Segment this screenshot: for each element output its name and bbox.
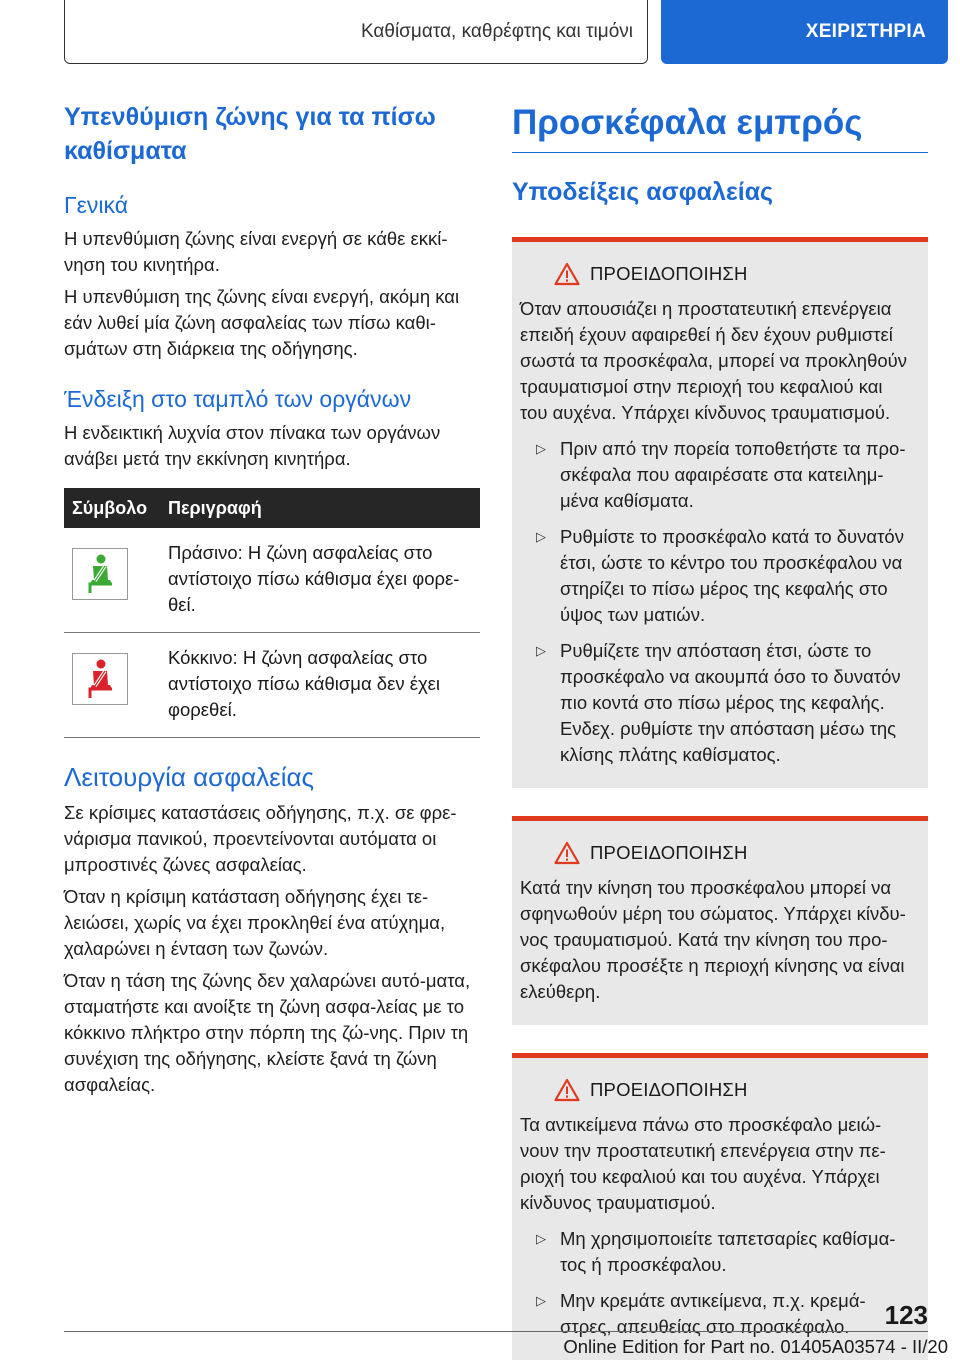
symbol-table [64,488,480,738]
table-row [64,633,480,738]
list-item [520,524,914,628]
description-cell: Πράσινο: Η ζώνη ασφαλείας στο αντίστοιχο πίσω κάθισμα έχει φορε-θεί. [160,528,480,633]
warning-text: Κατά την κίνηση του προσκέφαλου μπορεί να σφηνωθούν μέρη του σώματος. Υπάρχει κίνδυ-νος τραυματισμού. Κατά την κίνηση του προ-σκέφαλου προσέξτε η περιοχή κίνησης να είναι ελεύθερη. [520,877,906,1002]
safety-function-heading: Λειτουργία ασφαλείας [64,762,315,792]
chapter-title: Καθίσματα, καθρέφτης και τιμόνι [360,20,633,42]
warning-text: Όταν απουσιάζει η προστατευτική επενέργεια επειδή έχουν αφαιρεθεί ή δεν έχουν ρυθμιστεί σωστά τα προσκέφαλα, μπορεί να προκληθούν τραυματισμοί στην περιοχή του κεφαλιού και του αυχένα. Υπάρχει κίνδυνος τραυματισμού. [520,298,908,423]
general-heading: Γενικά [64,192,129,218]
chapter-header [64,0,648,64]
safety-paragraph-1: Σε κρίσιμες καταστάσεις οδήγησης, π.χ. σε φρε-νάρισμα πανικού, προεντείνονται αυτόματα οι μπροστινές ζώνες ασφαλείας. [64,802,457,875]
warning-triangle-icon [554,1078,580,1102]
warning-title [554,841,914,865]
right-column [512,100,928,1360]
safety-paragraph-3: Όταν η τάση της ζώνης δεν χαλαρώνει αυτό-ματα, σταματήστε και ανοίξτε τη ζώνη ασφα-λείας με το κόκκινο πλήκτρο στην πόρπη της ζώ-νης. Πριν τη συνέχιση της οδήγησης, κλείστε ξανά τη ζώνη ασφαλείας. [64,970,471,1095]
warning-text: Τα αντικείμενα πάνω στο προσκέφαλο μειώ-νουν την προστατευτική επενέργεια στην πε-ριοχή του κεφαλιού και του αυχένα. Υπάρχει κίνδυνος τραυματισμού. [520,1114,886,1213]
warning-triangle-icon [554,262,580,286]
list-item [520,1288,914,1340]
warning-title [554,1078,914,1102]
warning-box [512,816,928,1025]
bullet-triangle-icon: ▷ [536,441,546,456]
indicator-heading: Ένδειξη στο ταμπλό των οργάνων [64,386,412,412]
list-item-text: Μην κρεμάτε αντικείμενα, π.χ. κρεμά-στρες, απευθείας στο προσκέφαλο. [560,1290,866,1337]
list-item [520,638,914,768]
section-tab [661,0,948,64]
page-number: 123 [884,1300,928,1330]
list-item-text: Ρυθμίζετε την απόσταση έτσι, ώστε το προσκέφαλο να ακουμπά όσο το δυνατόν πιο κοντά στο πίσω μέρος της κεφαλής. Ενδεχ. ρυθμίστε την απόσταση μέσω της κλίσης πλάτης καθίσματος. [560,640,901,765]
bullet-triangle-icon: ▷ [536,529,546,544]
symbol-cell [64,633,160,738]
bullet-triangle-icon: ▷ [536,643,546,658]
symbol-cell [64,528,160,633]
description-cell: Κόκκινο: Η ζώνη ασφαλείας στο αντίστοιχο πίσω κάθισμα δεν έχει φορεθεί. [160,633,480,738]
general-paragraph-1: Η υπενθύμιση ζώνης είναι ενεργή σε κάθε εκκί-νηση του κινητήρα. [64,228,448,275]
section-title: ΧΕΙΡΙΣΤΗΡΙΑ [805,21,926,42]
title-divider [512,152,928,153]
list-item-text: Μη χρησιμοποιείτε ταπετσαρίες καθίσμα-τος ή προσκέφαλου. [560,1228,896,1275]
list-item [520,1226,914,1278]
indicator-paragraph: Η ενδεικτική λυχνία στον πίνακα των οργάνων ανάβει μετά την εκκίνηση κινητήρα. [64,422,441,469]
bullet-triangle-icon: ▷ [536,1293,546,1308]
rear-belt-reminder-title: Υπενθύμιση ζώνης για τα πίσω καθίσματα [64,103,436,165]
safety-paragraph-2: Όταν η κρίσιμη κατάσταση οδήγησης έχει τε-λειώσει, χωρίς να έχει προκληθεί ένα ατύχημα, χαλαρώνει η ένταση των ζωνών. [64,886,446,959]
warning-box [512,1053,928,1360]
edition-footer: Online Edition for Part no. 01405A03574 - II/20 [563,1336,948,1357]
left-column [64,100,480,1098]
symbol-table-header [64,488,480,528]
table-row [64,528,480,633]
general-paragraph-2: Η υπενθύμιση της ζώνης είναι ενεργή, ακόμη και εάν λυθεί μία ζώνη ασφαλείας των πίσω καθι-σμάτων στη διάρκεια της οδήγησης. [64,286,460,359]
list-item-text: Ρυθμίστε το προσκέφαλο κατά το δυνατόν έτσι, ώστε το κέντρο του προσκέφαλου να στηρίζει το πίσω μέρος της κεφαλής στο ύψος των ματιών. [560,526,904,625]
list-item-text: Πριν από την πορεία τοποθετήστε τα προ-σκέφαλα που αφαιρέσατε στα κατειλημ-μένα καθίσματα. [560,438,906,511]
warning-box [512,237,928,788]
green-seatbelt-icon [72,548,128,600]
safety-notes-heading: Υποδείξεις ασφαλείας [512,178,774,206]
description-column-header: Περιγραφή [160,488,480,528]
warning-label: ΠΡΟΕΙΔΟΠΟΙΗΣΗ [590,1079,748,1100]
warning-title [554,262,914,286]
bullet-triangle-icon: ▷ [536,1231,546,1246]
warning-label: ΠΡΟΕΙΔΟΠΟΙΗΣΗ [590,842,748,863]
warning-triangle-icon [554,841,580,865]
red-seatbelt-icon [72,653,128,705]
symbol-column-header: Σύμβολο [64,488,160,528]
list-item [520,436,914,514]
warning-label: ΠΡΟΕΙΔΟΠΟΙΗΣΗ [590,263,748,284]
headrests-front-title: Προσκέφαλα εμπρός [512,103,863,142]
footer-divider [64,1331,928,1332]
